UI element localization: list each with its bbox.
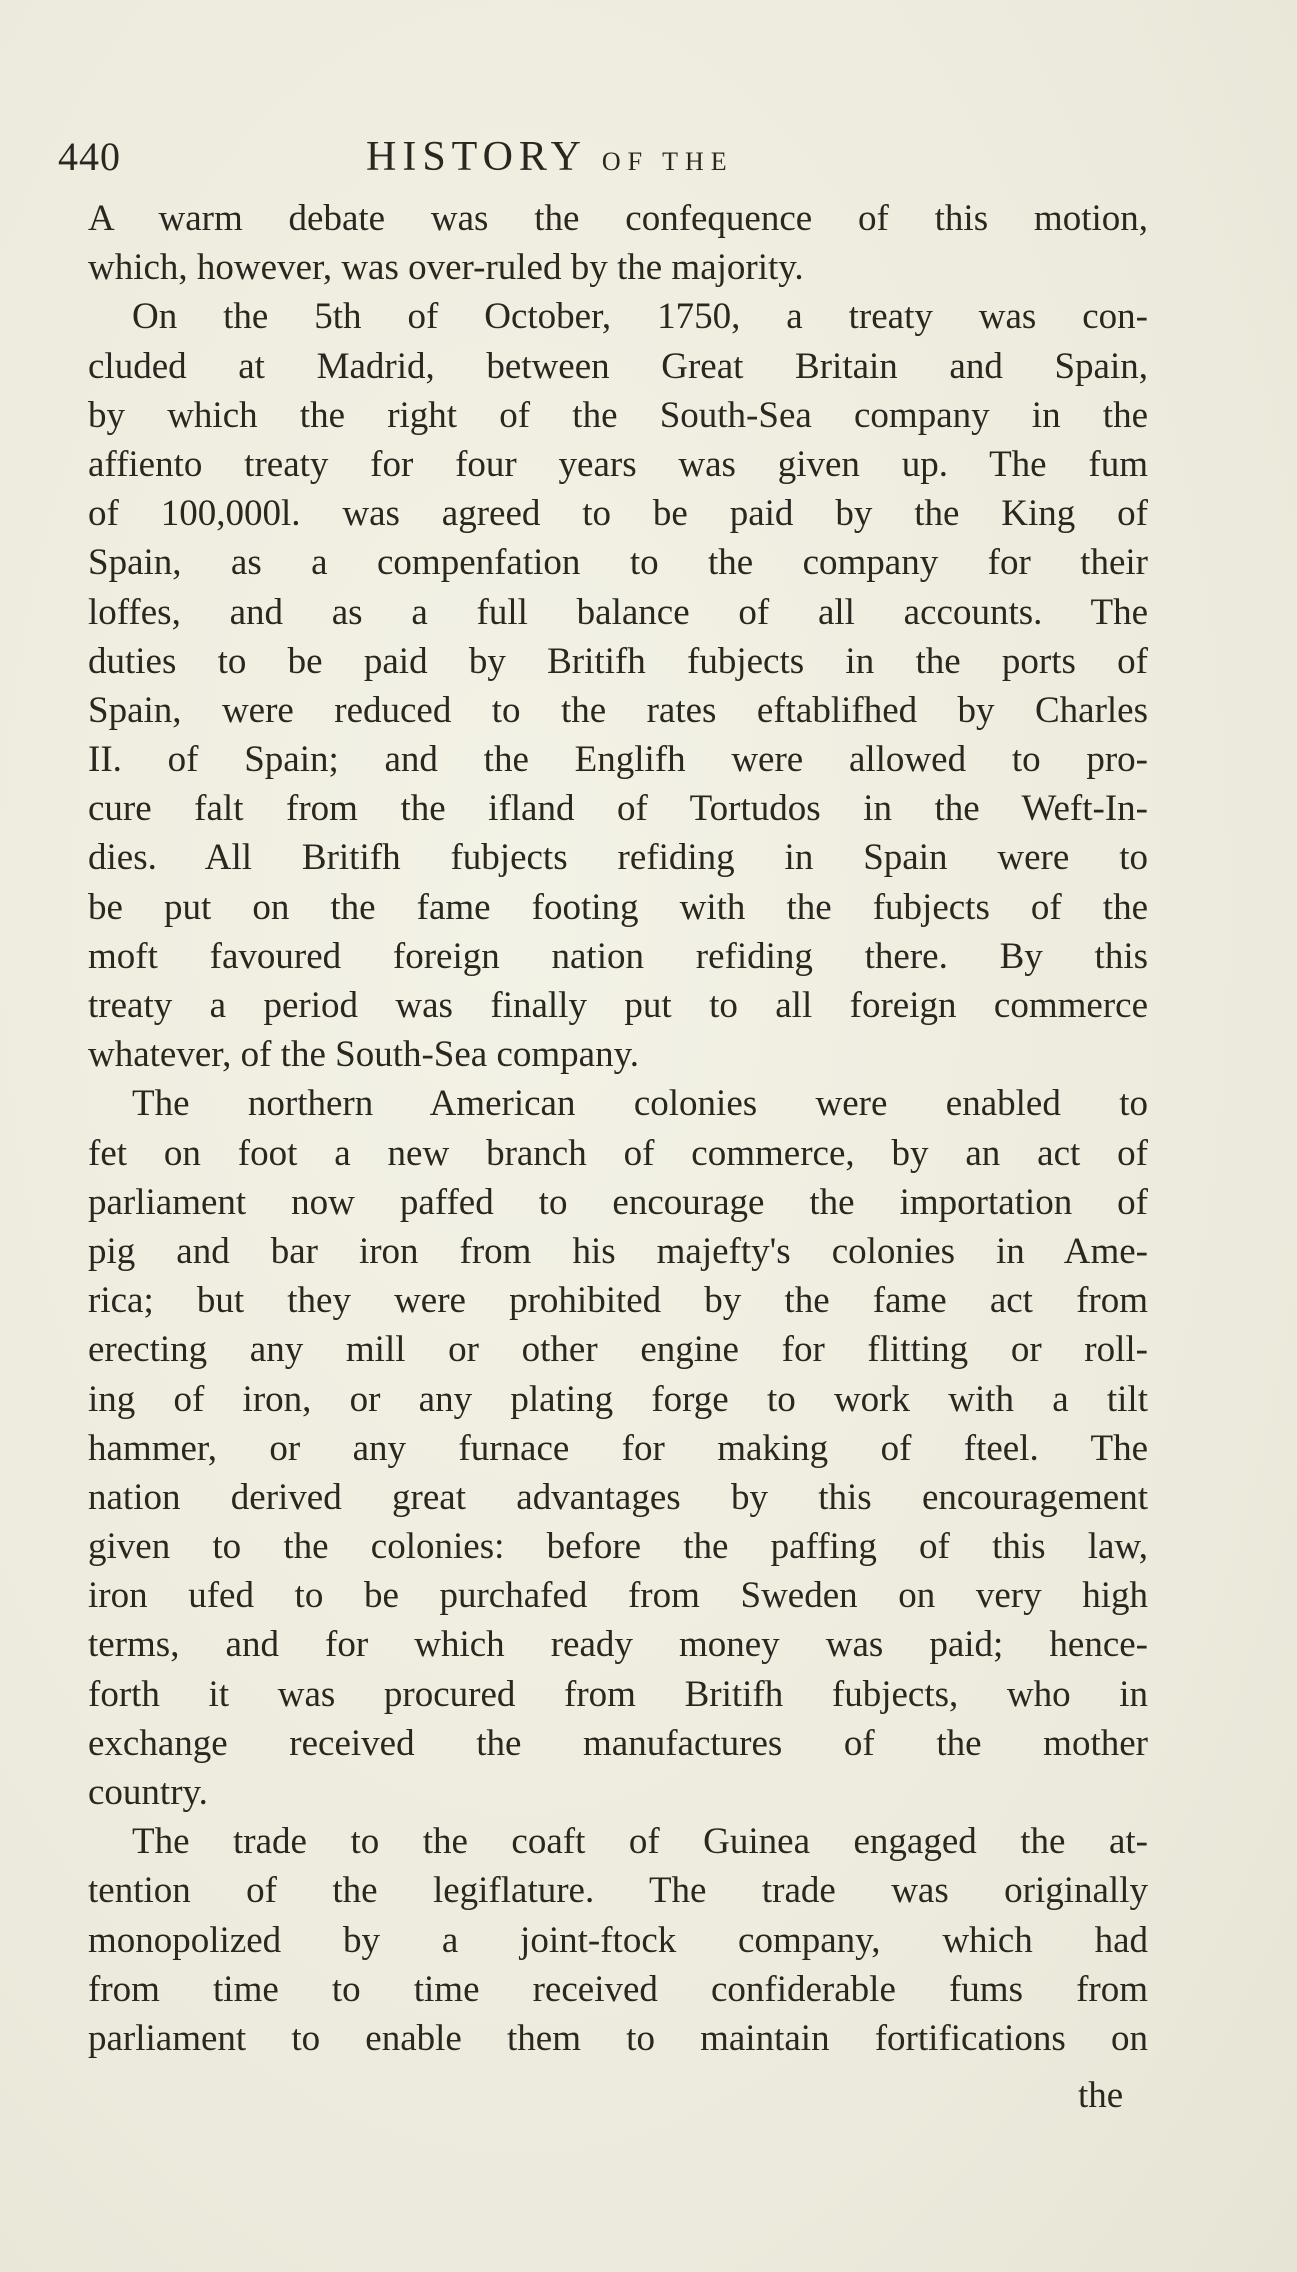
running-head-small: OF THE <box>601 147 734 176</box>
running-head-main: HISTORY <box>366 134 586 180</box>
text-line: II. of Spain; and the Englifh were allowed to pro- <box>88 739 1148 781</box>
text-line: loffes, and as a full balance of all accounts. The <box>88 591 1148 633</box>
running-head <box>366 133 734 181</box>
text-line: A warm debate was the confequence of this motion, <box>88 198 1148 239</box>
text-line: country. <box>88 1772 208 1813</box>
text-line: forth it was procured from Britifh fubjects, who in <box>88 1673 1148 1715</box>
text-line: tention of the legiflature. The trade was originally <box>88 1870 1148 1912</box>
text-line: Spain, were reduced to the rates eftablifhed by Charles <box>88 689 1148 731</box>
text-line: nation derived great advantages by this encouragement <box>88 1476 1148 1518</box>
page-number: 440 <box>58 134 121 179</box>
text-line: parliament to enable them to maintain fortifications on <box>88 2017 1148 2059</box>
text-line: moft favoured foreign nation refiding there. By this <box>88 935 1148 977</box>
text-line: exchange received the manufactures of the mother <box>88 1722 1148 1764</box>
text-line: duties to be paid by Britifh fubjects in the ports of <box>88 640 1148 682</box>
text-line: erecting any mill or other engine for flitting or roll- <box>88 1329 1148 1371</box>
text-line: iron ufed to be purchafed from Sweden on very high <box>88 1575 1148 1617</box>
text-line: fet on foot a new branch of commerce, by an act of <box>88 1132 1148 1174</box>
text-line: Spain, as a compenfation to the company for their <box>88 542 1148 584</box>
text-line: The northern American colonies were enabled to <box>132 1083 1148 1125</box>
text-line: terms, and for which ready money was paid; hence- <box>88 1624 1148 1666</box>
text-line: parliament now paffed to encourage the importation of <box>88 1181 1148 1223</box>
catchword: the <box>1078 2074 1124 2116</box>
text-line: by which the right of the South-Sea company in the <box>88 394 1148 436</box>
text-line: affiento treaty for four years was given up. The fum <box>88 443 1148 485</box>
text-line: ing of iron, or any plating forge to work with a tilt <box>88 1378 1148 1420</box>
text-line: cure falt from the ifland of Tortudos in the Weft-In- <box>88 788 1148 830</box>
text-line: cluded at Madrid, between Great Britain and Spain, <box>88 345 1148 387</box>
text-line: treaty a period was finally put to all foreign commerce <box>88 985 1148 1026</box>
text-line: be put on the fame footing with the fubjects of the <box>88 886 1148 928</box>
text-line: monopolized by a joint-ftock company, which had <box>88 1919 1148 1961</box>
text-line: The trade to the coaft of Guinea engaged the at- <box>132 1821 1148 1863</box>
text-line: pig and bar iron from his majefty's colonies in Ame- <box>88 1230 1148 1272</box>
text-line: dies. All Britifh fubjects refiding in Spain were to <box>88 837 1148 879</box>
text-line: given to the colonies: before the paffing of this law, <box>88 1526 1148 1568</box>
text-line: hammer, or any furnace for making of fteel. The <box>88 1427 1148 1469</box>
page-header <box>58 133 1158 193</box>
text-line: from time to time received confiderable fums from <box>88 1968 1148 2010</box>
text-line: of 100,000l. was agreed to be paid by the King of <box>88 493 1148 535</box>
body-text <box>88 194 1148 2063</box>
text-line: whatever, of the South-Sea company. <box>88 1034 639 1076</box>
text-line: which, however, was over-ruled by the majority. <box>88 247 804 289</box>
text-line: On the 5th of October, 1750, a treaty was con- <box>132 296 1148 338</box>
text-line: rica; but they were prohibited by the fame act from <box>88 1280 1148 1322</box>
